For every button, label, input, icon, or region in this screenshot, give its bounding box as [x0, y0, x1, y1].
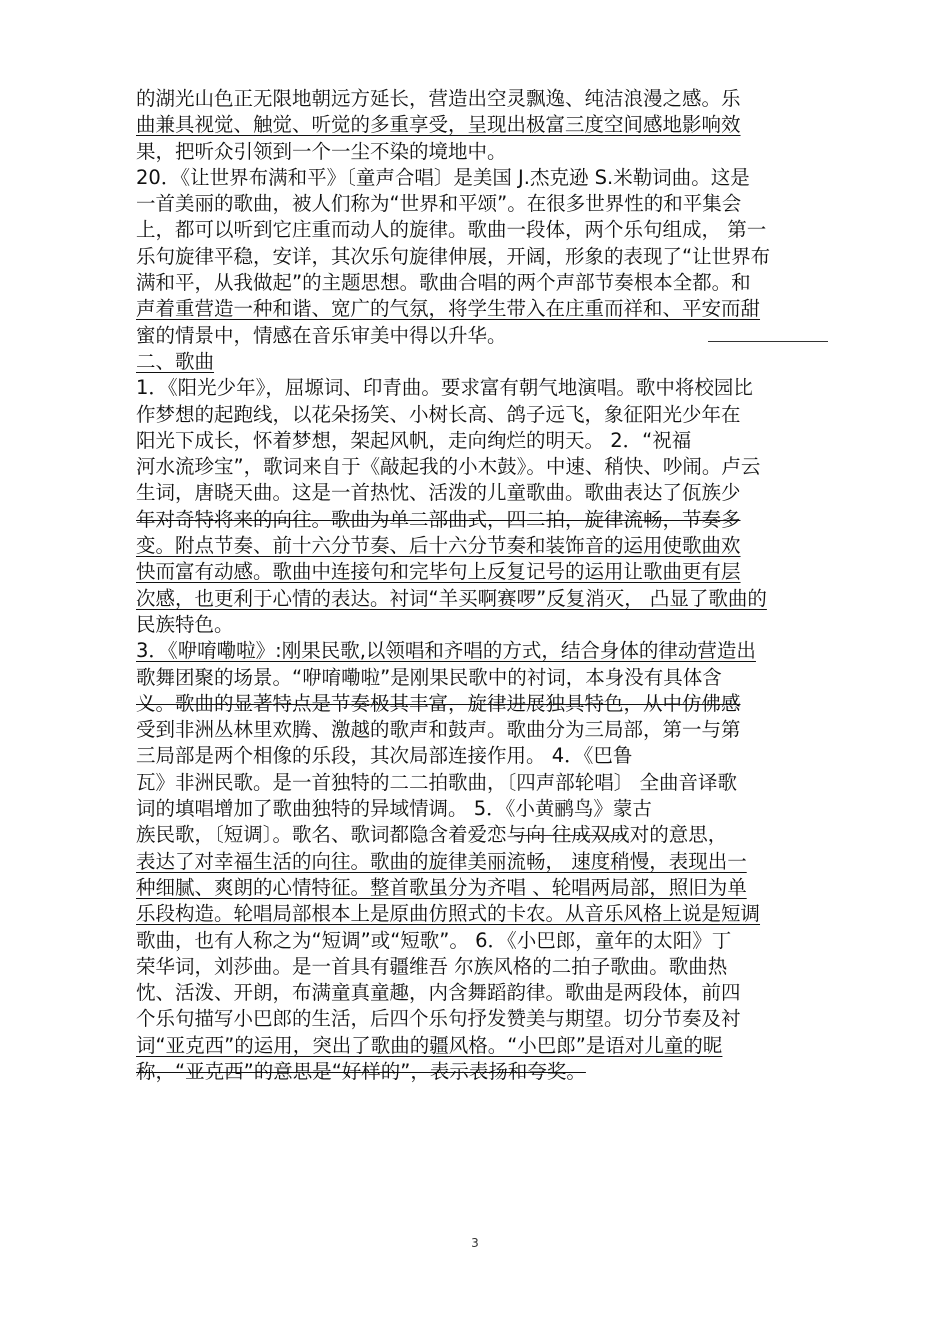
text-line: 年对奇特将来的向往。歌曲为单二部曲式，四二拍，旋律流畅，节奏多 — [136, 507, 741, 531]
text-line: 一首美丽的歌曲，被人们称为“世界和平颂”。在很多世界性的和平集会 — [136, 192, 742, 216]
text-line: 阳光下成长，怀着梦想，架起风帆，走向绚烂的明天。 2．“祝福 — [136, 428, 692, 452]
text-line: 1．《阳光少年》，屈塬词、印青曲。要求富有朝气地演唱。歌中将校园比 — [136, 376, 753, 400]
text-line: 族民歌，〔短调〕。歌名、歌词都隐含着爱恋与向 往成双成对的意思， — [136, 823, 728, 847]
text-line: 民族特色。 — [136, 612, 234, 636]
horizontal-rule — [708, 341, 828, 342]
text-line: 词的填唱增加了歌曲独特的异域情调。 5．《小黄鹂鸟》蒙古 — [136, 797, 652, 821]
text-line: 个乐句描写小巴郎的生活，后四个乐句抒发赞美与期望。切分节奏及衬 — [136, 1007, 741, 1031]
text-line: 声着重营造一种和谐、宽广的气氛，将学生带入在庄重而祥和、平安而甜 — [136, 297, 761, 321]
text-line: 变。附点节奏、前十六分节奏、后十六分节奏和装饰音的运用使歌曲欢 — [136, 534, 741, 558]
text-line: 的湖光山色正无限地朝远方延长，营造出空灵飘逸、纯洁浪漫之感。乐 — [136, 87, 741, 110]
text-line: 曲兼具视觉、触觉、听觉的多重享受，呈现出极富三度空间感地影响效 — [136, 113, 741, 137]
text-line: 词“亚克西”的运用，突出了歌曲的疆风格。“小巴郎”是语对儿童的昵 — [136, 1033, 723, 1057]
text-line: 上，都可以听到它庄重而动人的旋律。歌曲一段体，两个乐句组成， 第一 — [136, 218, 767, 242]
text-line: 河水流珍宝”，歌词来自于《敲起我的小木鼓》。中速、稍快、吵闹。卢云 — [136, 455, 761, 479]
section-heading: 二、歌曲 — [136, 349, 215, 373]
text-line: 乐段构造。轮唱局部根本上是原曲仿照式的卡农。从音乐风格上说是短调 — [136, 902, 761, 926]
text-line: 3．《咿唷嘞啦》:刚果民歌,以领唱和齐唱的方式，结合身体的律动营造出 — [136, 639, 756, 663]
text-line: 瓦》非洲民歌。是一首独特的二二拍歌曲，〔四声部轮唱〕 全曲音译歌 — [136, 770, 737, 794]
text-line: 三局部是两个相像的乐段，其次局部连接作用。 4．《巴鲁 — [136, 744, 633, 768]
text-line: 歌舞团聚的场景。“咿唷嘞啦”是刚果民歌中的衬词，本身没有具体含 — [136, 665, 722, 689]
horizontal-rule — [514, 835, 626, 836]
text-line: 忱、活泼、开朗，布满童真童趣，内含舞蹈韵律。歌曲是两段体，前四 — [136, 981, 741, 1005]
text-line: 表达了对幸福生活的向往。歌曲的旋律美丽流畅， 速度稍慢，表现出一 — [136, 849, 747, 873]
text-line: 快而富有动感。歌曲中连接句和完毕句上反复记号的运用让歌曲更有层 — [136, 560, 741, 584]
text-line: 生词，唐晓天曲。这是一首热忱、活泼的儿童歌曲。歌曲表达了佤族少 — [136, 481, 741, 505]
text-line: 称，“亚克西”的意思是“好样的”，表示表扬和夸奖。 — [136, 1059, 586, 1083]
document-body — [136, 86, 836, 1085]
text-line: 荣华词，刘莎曲。是一首具有疆维吾 尔族风格的二拍子歌曲。歌曲热 — [136, 954, 728, 978]
text-line: 20．《让世界布满和平》〔童声合唱〕是美国 J.杰克逊 S.米勒词曲。这是 — [136, 165, 750, 189]
text-line: 义。歌曲的显著特点是节奏极其丰富，旋律进展独具特色，从中仿佛感 — [136, 691, 741, 715]
text-line: 次感，也更利于心情的表达。衬词“羊买啊赛啰”反复消灭， 凸显了歌曲的 — [136, 586, 767, 610]
text-line: 满和平，从我做起”的主题思想。歌曲合唱的两个声部节奏根本全都。和 — [136, 271, 751, 295]
text-line: 受到非洲丛林里欢腾、激越的歌声和鼓声。歌曲分为三局部，第一与第 — [136, 718, 741, 742]
text-line: 果，把听众引领到一个一尘不染的境地中。 — [136, 139, 507, 163]
text-line: 蜜的情景中，情感在音乐审美中得以升华。 — [136, 323, 507, 347]
text-line: 种细腻、爽朗的心情特征。整首歌虽分为齐唱 、轮唱两局部，照旧为单 — [136, 875, 747, 899]
text-line: 作梦想的起跑线，以花朵扬笑、小树长高、鸽子远飞，象征阳光少年在 — [136, 402, 741, 426]
text-line: 歌曲，也有人称之为“短调”或“短歌”。 6．《小巴郎，童年的太阳》丁 — [136, 928, 732, 952]
text-line: 乐句旋律平稳，安详，其次乐句旋律伸展，开阔，形象的表现了“让世界布 — [136, 244, 771, 268]
page-number: 3 — [471, 1236, 479, 1250]
